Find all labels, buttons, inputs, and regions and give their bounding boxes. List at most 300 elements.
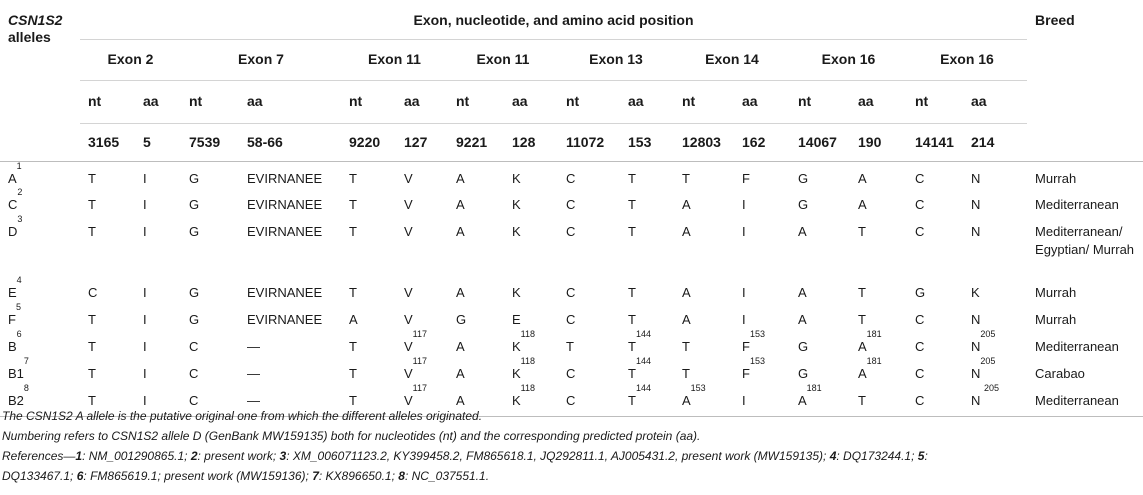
reference-text: : NM_001290865.1; [82, 449, 191, 463]
residue-value: A [858, 197, 867, 212]
residue-cell [963, 218, 1027, 279]
residue-cell [907, 191, 963, 218]
residue-cell [135, 218, 181, 279]
allele-cell [0, 275, 80, 306]
position-header: 7539 [181, 124, 239, 162]
residue-cell [448, 218, 504, 279]
residue-cell [790, 218, 850, 279]
residue-value: T [88, 171, 96, 186]
residue-cell [80, 333, 135, 360]
nt-label: nt [790, 81, 850, 124]
residue-value: A [349, 312, 358, 327]
residue-value: A [798, 285, 807, 300]
reference-number: 3 [279, 449, 287, 463]
residue-value: C [189, 393, 199, 408]
aa-label: aa [963, 81, 1027, 124]
residue-value: A [858, 366, 867, 381]
breed-cell: Mediterranean/ Egyptian/ Murrah [1035, 224, 1135, 257]
residue-cell [963, 191, 1027, 218]
breed-cell: Mediterranean [1035, 339, 1119, 354]
residue-value: F [742, 366, 750, 381]
residue-position: 153 [749, 356, 765, 366]
residue-value: G [189, 285, 200, 300]
residue-cell [674, 162, 734, 192]
residue-position: 118 [520, 329, 536, 339]
residue-value: G [798, 197, 809, 212]
residue-cell [790, 306, 850, 333]
residue-value: I [143, 312, 147, 327]
allele-ref: 3 [17, 214, 23, 224]
residue-value: C [915, 171, 925, 186]
residue-cell [558, 191, 620, 218]
residue-cell [448, 162, 504, 192]
residue-cell [181, 162, 239, 192]
residue-value: A [682, 393, 691, 408]
residue-value: EVIRNANEE [247, 312, 323, 327]
table-body [0, 162, 1143, 417]
residue-value: V [404, 339, 413, 354]
reference-text: : FM865619.1; present work (MW159136); [83, 469, 313, 483]
residue-cell [80, 191, 135, 218]
note-line-2: Numbering refers to CSN1S2 allele D (GenBank MW159135) both for nucleotides (nt) and the corresponding predicted protein (aa). [2, 429, 701, 443]
residue-value: T [88, 312, 96, 327]
residue-cell [674, 218, 734, 279]
residue-cell [850, 162, 907, 192]
nt-label: nt [181, 81, 239, 124]
residue-value: I [143, 285, 147, 300]
residue-value: T [349, 224, 357, 239]
residue-value: C [915, 366, 925, 381]
residue-value: C [566, 312, 576, 327]
reference-number: 1 [75, 449, 83, 463]
residue-value: N [971, 312, 981, 327]
residue-value: G [189, 224, 200, 239]
residue-value: — [247, 393, 260, 408]
allele-ref: 1 [16, 161, 22, 171]
exon-header: Exon 7 [181, 40, 341, 81]
exon-header: Exon 16 [907, 40, 1027, 81]
note-references [2, 446, 1142, 466]
residue-cell [850, 356, 907, 387]
allele-name: D [8, 224, 18, 239]
residue-value: G [915, 285, 926, 300]
residue-value: T [628, 197, 636, 212]
reference-text: : KX896650.1; [318, 469, 399, 483]
reference-number: 8 [398, 469, 405, 483]
residue-position: 117 [412, 329, 428, 339]
allele-cell [0, 162, 80, 192]
residue-position: 144 [635, 356, 651, 366]
residue-value: C [915, 339, 925, 354]
residue-value: K [512, 171, 521, 186]
residue-value: C [189, 366, 199, 381]
residue-value: C [915, 224, 925, 239]
residue-cell [341, 333, 396, 360]
position-header: 12803 [674, 124, 734, 162]
residue-value: EVIRNANEE [247, 224, 323, 239]
residue-value: I [742, 285, 746, 300]
ntaa-header-row [0, 81, 1143, 124]
breed-cell: Mediterranean [1027, 387, 1143, 417]
residue-cell [341, 279, 396, 306]
allele-cell [0, 187, 80, 218]
breed-cell: Mediterranean [1035, 197, 1119, 212]
aa-label: aa [396, 81, 448, 124]
position-header: 128 [504, 124, 558, 162]
residue-cell [396, 162, 448, 192]
residue-cell [181, 360, 239, 387]
allele-cell [0, 302, 80, 333]
residue-cell [558, 360, 620, 387]
allele-ref: 2 [17, 187, 23, 197]
residue-value: T [858, 312, 866, 327]
residue-value: T [349, 339, 357, 354]
residue-cell [963, 329, 1027, 360]
position-header: 9220 [341, 124, 396, 162]
residue-cell [963, 279, 1027, 306]
position-header: 58-66 [239, 124, 341, 162]
residue-cell [558, 162, 620, 192]
exon-header: Exon 11 [448, 40, 558, 81]
residue-value: A [682, 285, 691, 300]
position-header-row [0, 124, 1143, 162]
residue-position: 205 [980, 356, 996, 366]
residue-cell [790, 191, 850, 218]
residue-value: K [512, 366, 521, 381]
residue-value: A [682, 197, 691, 212]
residue-cell [341, 218, 396, 279]
residue-cell [734, 356, 790, 387]
nt-label: nt [674, 81, 734, 124]
breed-cell: Murrah [1035, 285, 1077, 300]
allele-name: E [8, 285, 17, 300]
residue-value: A [456, 393, 465, 408]
residue-cell [734, 279, 790, 306]
residue-value: G [189, 312, 200, 327]
allele-ref: 8 [23, 383, 29, 393]
nt-label: nt [448, 81, 504, 124]
residue-cell [907, 306, 963, 333]
position-header: 190 [850, 124, 907, 162]
residue-value: G [798, 366, 809, 381]
residue-value: I [143, 393, 147, 408]
residue-cell [558, 306, 620, 333]
residue-value: N [971, 224, 981, 239]
table-row [0, 360, 1143, 387]
residue-position: 118 [520, 356, 536, 366]
residue-value: K [971, 285, 980, 300]
position-header: 11072 [558, 124, 620, 162]
residue-cell [448, 360, 504, 387]
reference-text: DQ133467.1; [2, 469, 77, 483]
residue-value: T [858, 285, 866, 300]
allele-table [0, 3, 1143, 417]
residue-value: G [798, 339, 809, 354]
residue-cell [907, 279, 963, 306]
residue-cell [181, 279, 239, 306]
residue-value: A [456, 197, 465, 212]
residue-value: K [512, 285, 521, 300]
residue-cell [850, 279, 907, 306]
residue-value: G [189, 197, 200, 212]
residue-cell [181, 191, 239, 218]
residue-cell [239, 191, 341, 218]
residue-value: T [682, 366, 690, 381]
reference-text: : DQ173244.1; [836, 449, 918, 463]
reference-text: : present work; [197, 449, 280, 463]
residue-value: I [143, 171, 147, 186]
residue-cell [674, 306, 734, 333]
residue-value: T [628, 339, 636, 354]
residue-value: — [247, 366, 260, 381]
allele-name: B2 [8, 393, 24, 408]
residue-cell [448, 306, 504, 333]
residue-value: V [404, 393, 413, 408]
residue-cell [620, 279, 674, 306]
table-row [0, 306, 1143, 333]
residue-cell [135, 306, 181, 333]
allele-cell [0, 329, 80, 360]
allele-ref: 5 [15, 302, 21, 312]
breed-cell: Carabao [1035, 366, 1085, 381]
residue-cell [341, 360, 396, 387]
allele-ref: 7 [23, 356, 29, 366]
residue-cell [80, 218, 135, 279]
allele-name: B [8, 339, 17, 354]
residue-position: 144 [635, 329, 651, 339]
residue-cell [790, 279, 850, 306]
residue-position: 153 [690, 383, 706, 393]
residue-value: A [456, 224, 465, 239]
residue-cell [504, 162, 558, 192]
residue-value: F [742, 171, 750, 186]
residue-value: I [742, 393, 746, 408]
residue-value: C [189, 339, 199, 354]
residue-cell [239, 360, 341, 387]
residue-value: V [404, 285, 413, 300]
residue-value: K [512, 224, 521, 239]
residue-value: — [247, 339, 260, 354]
allele-name: C [8, 197, 18, 212]
aa-label: aa [734, 81, 790, 124]
residue-cell [674, 191, 734, 218]
residue-cell [341, 306, 396, 333]
residue-cell [396, 191, 448, 218]
allele-cell [0, 214, 80, 279]
position-header: 5 [135, 124, 181, 162]
residue-value: I [143, 224, 147, 239]
residue-value: G [189, 171, 200, 186]
residue-value: T [349, 393, 357, 408]
allele-name: B1 [8, 366, 24, 381]
residue-cell [181, 333, 239, 360]
residue-cell [504, 191, 558, 218]
residue-position: 181 [806, 383, 822, 393]
residue-value: T [858, 224, 866, 239]
aa-label: aa [239, 81, 341, 124]
residue-cell [558, 279, 620, 306]
residue-position: 205 [980, 329, 996, 339]
residue-cell [674, 279, 734, 306]
references-prefix: References— [2, 449, 76, 463]
exon-header-row [0, 40, 1143, 81]
residue-value: V [404, 366, 413, 381]
residue-value: I [143, 366, 147, 381]
position-header: 9221 [448, 124, 504, 162]
position-header: 14067 [790, 124, 850, 162]
table-row [0, 218, 1143, 279]
residue-value: N [971, 393, 984, 408]
reference-text: : XM_006071123.2, KY399458.2, FM865618.1, JQ292811.1, AJ005431.2, present work (MW159135); [286, 449, 830, 463]
allele-cell [0, 356, 80, 387]
residue-cell [620, 191, 674, 218]
residue-cell [239, 279, 341, 306]
residue-value: T [566, 339, 574, 354]
nt-label: nt [558, 81, 620, 124]
residue-value: C [88, 285, 98, 300]
residue-value: C [566, 285, 576, 300]
residue-value: N [971, 171, 981, 186]
reference-number: 4 [829, 449, 837, 463]
residue-position: 153 [749, 329, 765, 339]
residue-cell [80, 279, 135, 306]
residue-value: V [404, 197, 413, 212]
residue-value: I [143, 197, 147, 212]
nt-label: nt [341, 81, 396, 124]
residue-cell [239, 333, 341, 360]
residue-cell [181, 218, 239, 279]
residue-cell [135, 333, 181, 360]
residue-cell [850, 218, 907, 279]
residue-value: T [628, 285, 636, 300]
residue-cell [80, 306, 135, 333]
residue-position: 117 [412, 383, 428, 393]
residue-value: K [512, 197, 521, 212]
position-header: 14141 [907, 124, 963, 162]
residue-value: T [88, 393, 96, 408]
note-line-1: The CSN1S2 A allele is the putative original one from which the different alleles originated. [2, 409, 483, 423]
residue-value: A [798, 312, 807, 327]
residue-cell [963, 162, 1027, 192]
residue-value: C [566, 366, 576, 381]
residue-position: 205 [984, 383, 1000, 393]
alleles-header [0, 3, 80, 162]
aa-label: aa [504, 81, 558, 124]
residue-value: T [628, 224, 636, 239]
residue-value: A [858, 171, 867, 186]
residue-value: N [971, 197, 981, 212]
residue-value: A [682, 312, 691, 327]
exon-header: Exon 11 [341, 40, 448, 81]
residue-value: A [682, 224, 691, 239]
residue-cell [448, 279, 504, 306]
residue-position: 181 [866, 329, 882, 339]
reference-number: 5 [917, 449, 925, 463]
allele-ref: 4 [16, 275, 22, 285]
residue-value: F [742, 339, 750, 354]
table-row [0, 191, 1143, 218]
exon-header: Exon 16 [790, 40, 907, 81]
reference-number: 6 [76, 469, 84, 483]
reference-text: : [924, 449, 928, 463]
alleles-header-gene: CSN1S2 [8, 12, 63, 28]
residue-value: T [88, 224, 96, 239]
residue-position: 118 [520, 383, 536, 393]
residue-value: I [742, 312, 746, 327]
reference-number: 2 [190, 449, 198, 463]
position-header: 153 [620, 124, 674, 162]
exon-header: Exon 14 [674, 40, 790, 81]
breed-cell: Murrah [1035, 171, 1077, 186]
position-header: 214 [963, 124, 1027, 162]
position-header: 162 [734, 124, 790, 162]
residue-value: I [742, 197, 746, 212]
residue-value: T [682, 339, 690, 354]
residue-cell [504, 279, 558, 306]
residue-value: N [971, 366, 981, 381]
residue-value: V [404, 171, 413, 186]
table-row [0, 279, 1143, 306]
residue-value: A [798, 224, 807, 239]
residue-cell [135, 279, 181, 306]
residue-cell [239, 162, 341, 192]
nt-label: nt [907, 81, 963, 124]
residue-cell [907, 162, 963, 192]
residue-cell [620, 162, 674, 192]
residue-value: A [456, 339, 465, 354]
residue-value: V [404, 312, 413, 327]
residue-cell [907, 333, 963, 360]
allele-name: A [8, 171, 17, 186]
residue-position: 181 [866, 356, 882, 366]
residue-value: I [742, 224, 746, 239]
residue-cell [907, 218, 963, 279]
residue-cell [558, 218, 620, 279]
residue-cell [850, 191, 907, 218]
residue-position: 144 [635, 383, 651, 393]
residue-value: T [349, 285, 357, 300]
residue-value: EVIRNANEE [247, 171, 323, 186]
residue-value: C [566, 171, 576, 186]
residue-value: C [915, 393, 925, 408]
residue-cell [80, 360, 135, 387]
residue-value: T [88, 366, 96, 381]
residue-value: K [512, 339, 521, 354]
residue-value: C [566, 224, 576, 239]
residue-cell [558, 333, 620, 360]
residue-cell [907, 360, 963, 387]
residue-value: C [566, 197, 576, 212]
allele-ref: 6 [16, 329, 22, 339]
residue-value: A [456, 285, 465, 300]
aa-label: aa [620, 81, 674, 124]
residue-value: EVIRNANEE [247, 197, 323, 212]
allele-name: F [8, 312, 16, 327]
exon-header: Exon 2 [80, 40, 181, 81]
residue-cell [80, 162, 135, 192]
residue-value: A [798, 393, 807, 408]
exon-header: Exon 13 [558, 40, 674, 81]
residue-value: T [349, 197, 357, 212]
residue-cell [448, 191, 504, 218]
residue-value: G [456, 312, 467, 327]
alleles-header-label: alleles [8, 29, 51, 45]
residue-cell [790, 162, 850, 192]
residue-cell [448, 333, 504, 360]
residue-cell [504, 218, 558, 279]
residue-value: T [682, 171, 690, 186]
residue-position: 117 [412, 356, 428, 366]
